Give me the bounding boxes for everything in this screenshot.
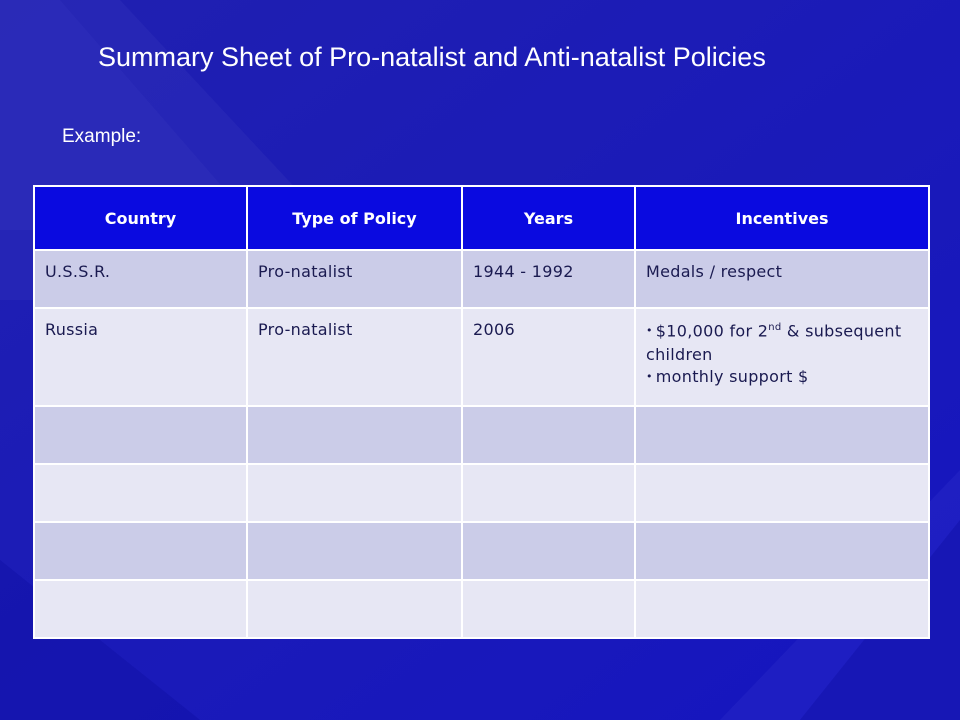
cell-country: Russia (34, 308, 247, 406)
table-row (34, 308, 929, 406)
cell-type: Pro-natalist (247, 308, 462, 406)
cell-country (34, 406, 247, 464)
policy-table (33, 185, 930, 639)
cell-incentives (635, 406, 929, 464)
cell-years (462, 580, 635, 638)
cell-incentives: Medals / respect (635, 250, 929, 308)
cell-type (247, 464, 462, 522)
cell-type (247, 580, 462, 638)
cell-years (462, 464, 635, 522)
cell-type (247, 522, 462, 580)
header-incentives: Incentives (635, 186, 929, 250)
cell-years (462, 522, 635, 580)
slide-title: Summary Sheet of Pro-natalist and Anti-natalist Policies (98, 42, 766, 72)
example-label: Example: (62, 126, 142, 147)
cell-incentives (635, 522, 929, 580)
header-country: Country (34, 186, 247, 250)
incentive-text: monthly support $ (655, 367, 809, 387)
ordinal-suffix: nd (768, 322, 782, 333)
cell-country: U.S.S.R. (34, 250, 247, 308)
incentive-bullet (646, 366, 928, 390)
cell-country (34, 580, 247, 638)
table-header-row (34, 186, 929, 250)
table-row (34, 522, 929, 580)
cell-years (462, 406, 635, 464)
cell-country (34, 464, 247, 522)
cell-years: 1944 - 1992 (462, 250, 635, 308)
header-type-of-policy: Type of Policy (247, 186, 462, 250)
header-years: Years (462, 186, 635, 250)
cell-years: 2006 (462, 308, 635, 406)
table-row (34, 406, 929, 464)
cell-type: Pro-natalist (247, 250, 462, 308)
cell-country (34, 522, 247, 580)
cell-incentives (635, 308, 929, 406)
table-row (34, 464, 929, 522)
table-row (34, 580, 929, 638)
table-row (34, 250, 929, 308)
incentive-text-continued: & subsequent children (646, 321, 902, 365)
cell-incentives (635, 464, 929, 522)
cell-type (247, 406, 462, 464)
cell-incentives (635, 580, 929, 638)
incentive-bullet (646, 317, 928, 366)
incentive-text: $10,000 for 2 (655, 321, 769, 341)
